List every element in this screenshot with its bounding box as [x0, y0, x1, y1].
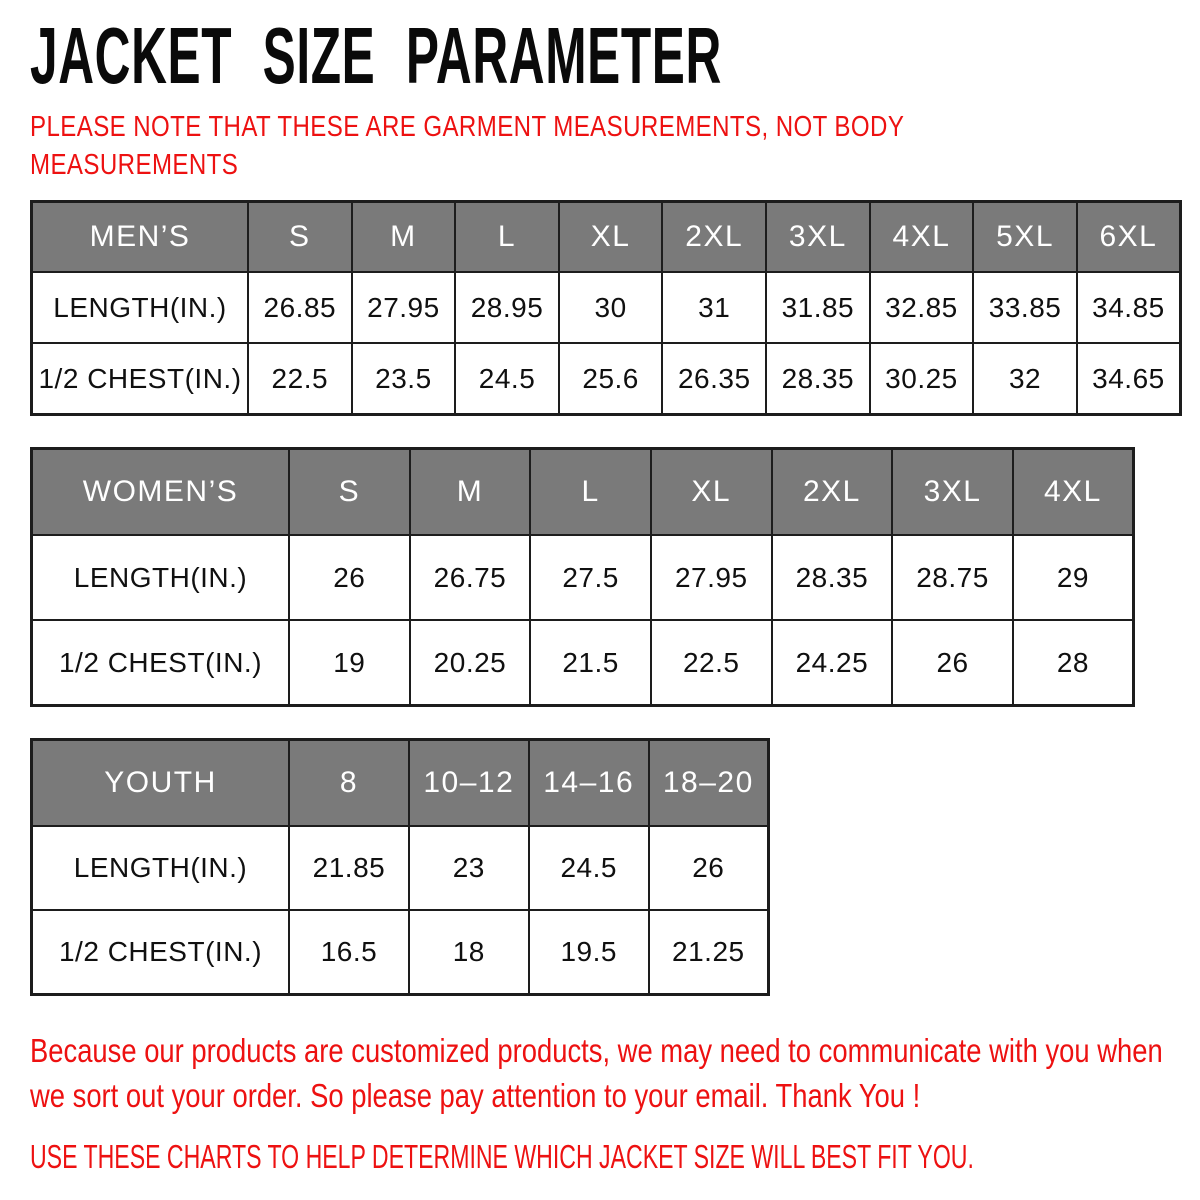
chart-usage-caption: USE THESE CHARTS TO HELP DETERMINE WHICH JACKET SIZE WILL BEST FIT YOU. — [30, 1138, 974, 1175]
mens-measurement-row — [32, 272, 1181, 343]
womens-size-column-header: 3XL — [892, 449, 1013, 536]
womens-size-column-header: 2XL — [772, 449, 893, 536]
mens-size-table — [30, 200, 1182, 416]
mens-measurement-value: 33.85 — [973, 272, 1077, 343]
mens-size-column-header: S — [248, 202, 352, 273]
garment-measurement-note: PLEASE NOTE THAT THESE ARE GARMENT MEASUREMENTS, NOT BODY MEASUREMENTS — [30, 111, 904, 181]
mens-measurement-value: 32.85 — [870, 272, 974, 343]
mens-measurement-value: 34.85 — [1077, 272, 1181, 343]
mens-size-column-header: 2XL — [662, 202, 766, 273]
mens-measurement-value: 26.85 — [248, 272, 352, 343]
mens-measurement-row — [32, 343, 1181, 415]
mens-measurement-value: 28.35 — [766, 343, 870, 415]
womens-measurement-row — [32, 620, 1134, 706]
womens-measurement-value: 19 — [289, 620, 410, 706]
womens-measurement-value: 22.5 — [651, 620, 772, 706]
womens-measurement-value: 26 — [892, 620, 1013, 706]
womens-measurement-value: 21.5 — [530, 620, 651, 706]
mens-measurement-value: 30 — [559, 272, 663, 343]
mens-measurement-value: 27.95 — [352, 272, 456, 343]
mens-measurement-value: 31.85 — [766, 272, 870, 343]
womens-table-title: WOMEN’S — [32, 449, 290, 536]
mens-measurement-value: 30.25 — [870, 343, 974, 415]
mens-measurement-value: 23.5 — [352, 343, 456, 415]
womens-measurement-value: 27.95 — [651, 535, 772, 620]
mens-header-row — [32, 202, 1181, 273]
mens-size-column-header: 5XL — [973, 202, 1077, 273]
mens-size-column-header: L — [455, 202, 559, 273]
youth-measurement-value: 21.25 — [649, 910, 769, 995]
womens-size-column-header: M — [410, 449, 531, 536]
mens-measurement-value: 28.95 — [455, 272, 559, 343]
mens-measurement-value: 24.5 — [455, 343, 559, 415]
womens-measurement-value: 28.35 — [772, 535, 893, 620]
youth-row-label: LENGTH(IN.) — [32, 826, 290, 910]
youth-row-label: 1/2 CHEST(IN.) — [32, 910, 290, 995]
youth-size-table — [30, 738, 770, 996]
youth-measurement-value: 26 — [649, 826, 769, 910]
youth-table-title: YOUTH — [32, 740, 290, 827]
mens-row-label: 1/2 CHEST(IN.) — [32, 343, 249, 415]
womens-measurement-row — [32, 535, 1134, 620]
womens-size-column-header: 4XL — [1013, 449, 1134, 536]
youth-measurement-value: 24.5 — [529, 826, 649, 910]
womens-header-row — [32, 449, 1134, 536]
womens-measurement-value: 29 — [1013, 535, 1134, 620]
mens-measurement-value: 26.35 — [662, 343, 766, 415]
mens-measurement-value: 22.5 — [248, 343, 352, 415]
mens-size-column-header: 4XL — [870, 202, 974, 273]
womens-measurement-value: 24.25 — [772, 620, 893, 706]
youth-measurement-value: 23 — [409, 826, 529, 910]
womens-measurement-value: 28 — [1013, 620, 1134, 706]
mens-row-label: LENGTH(IN.) — [32, 272, 249, 343]
youth-size-column-header: 8 — [289, 740, 409, 827]
womens-size-table — [30, 447, 1135, 707]
youth-measurement-value: 19.5 — [529, 910, 649, 995]
customization-notice: Because our products are customized products, we may need to communicate with you when we sort out your order. So please pay attention to your email. Thank You ! — [30, 1032, 1163, 1114]
womens-size-column-header: S — [289, 449, 410, 536]
womens-measurement-value: 28.75 — [892, 535, 1013, 620]
womens-size-column-header: XL — [651, 449, 772, 536]
youth-size-column-header: 14–16 — [529, 740, 649, 827]
page-title: JACKET SIZE PARAMETER — [30, 11, 722, 100]
youth-header-row — [32, 740, 769, 827]
womens-measurement-value: 26.75 — [410, 535, 531, 620]
womens-measurement-value: 26 — [289, 535, 410, 620]
mens-size-column-header: 3XL — [766, 202, 870, 273]
youth-size-column-header: 10–12 — [409, 740, 529, 827]
mens-measurement-value: 34.65 — [1077, 343, 1181, 415]
womens-measurement-value: 20.25 — [410, 620, 531, 706]
mens-measurement-value: 32 — [973, 343, 1077, 415]
youth-measurement-row — [32, 910, 769, 995]
mens-measurement-value: 31 — [662, 272, 766, 343]
youth-size-column-header: 18–20 — [649, 740, 769, 827]
womens-row-label: 1/2 CHEST(IN.) — [32, 620, 290, 706]
mens-size-column-header: 6XL — [1077, 202, 1181, 273]
mens-size-column-header: XL — [559, 202, 663, 273]
womens-measurement-value: 27.5 — [530, 535, 651, 620]
womens-size-column-header: L — [530, 449, 651, 536]
mens-size-column-header: M — [352, 202, 456, 273]
youth-measurement-row — [32, 826, 769, 910]
youth-measurement-value: 16.5 — [289, 910, 409, 995]
mens-measurement-value: 25.6 — [559, 343, 663, 415]
youth-measurement-value: 18 — [409, 910, 529, 995]
size-tables-container — [30, 200, 1170, 996]
mens-table-title: MEN’S — [32, 202, 249, 273]
womens-row-label: LENGTH(IN.) — [32, 535, 290, 620]
youth-measurement-value: 21.85 — [289, 826, 409, 910]
